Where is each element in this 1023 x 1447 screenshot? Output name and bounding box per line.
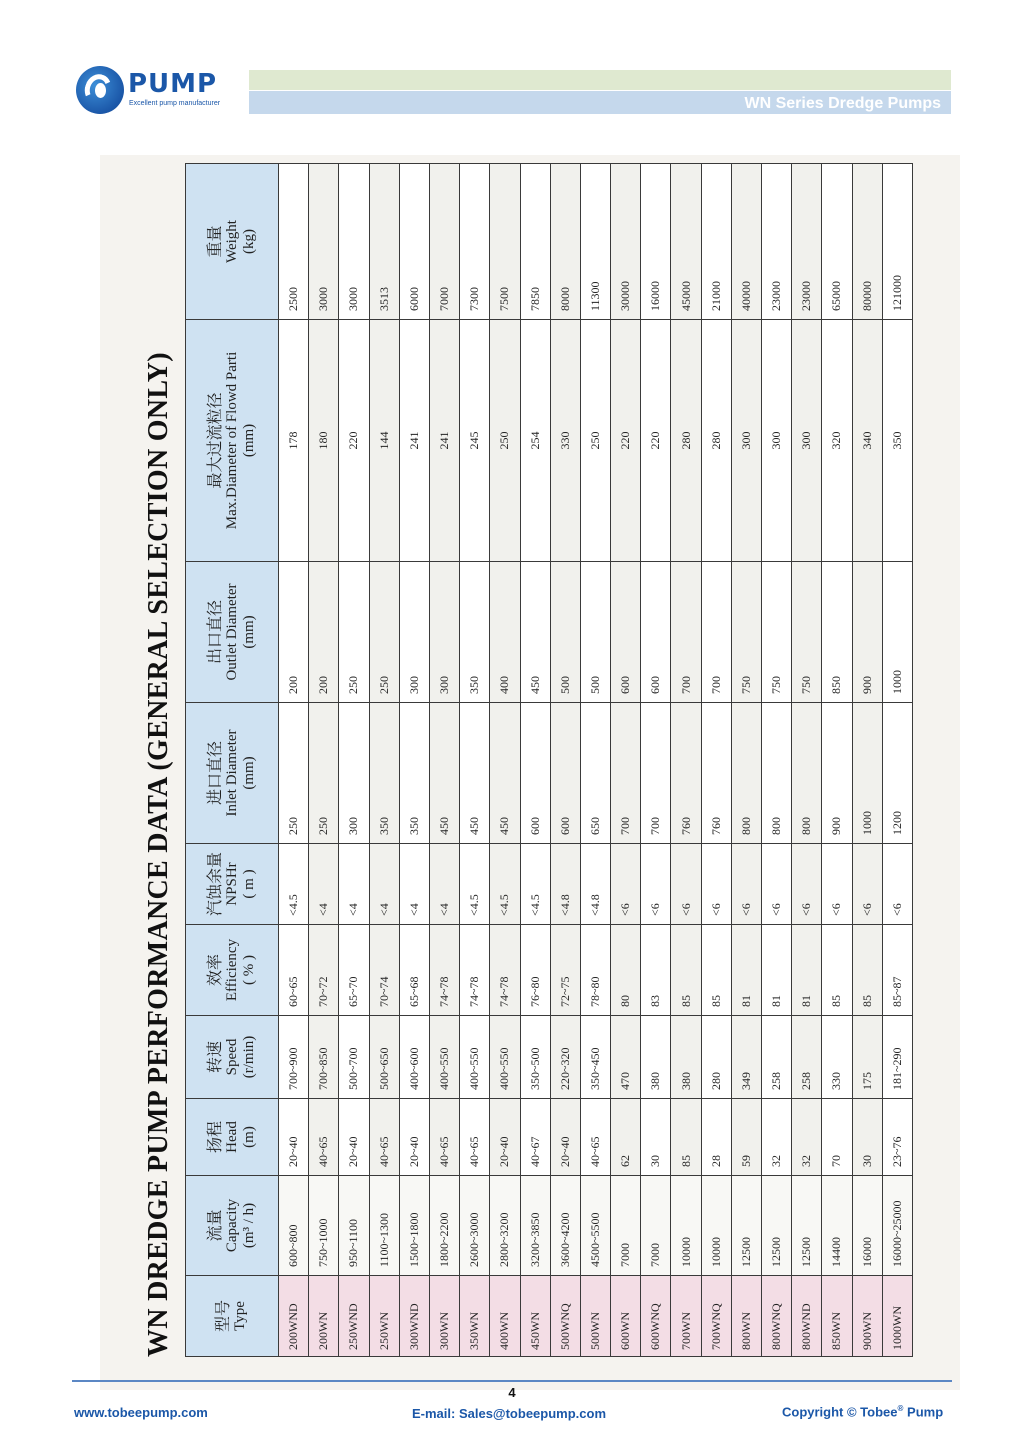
table-cell: 700 bbox=[641, 703, 671, 844]
table-cell: 700 bbox=[701, 562, 731, 703]
table-cell: 23000 bbox=[792, 164, 822, 320]
table-cell: 2800~3200 bbox=[490, 1176, 520, 1276]
table-row bbox=[701, 164, 731, 1357]
table-cell: 40~67 bbox=[520, 1099, 550, 1176]
table-cell: 7850 bbox=[520, 164, 550, 320]
table-cell: 20~40 bbox=[550, 1099, 580, 1176]
table-cell: 80 bbox=[611, 925, 641, 1016]
table-cell: 175 bbox=[852, 1016, 882, 1099]
table-cell: 72~75 bbox=[550, 925, 580, 1016]
table-row bbox=[339, 164, 369, 1357]
column-header-zh: 扬程 bbox=[206, 1121, 224, 1154]
table-cell: 250 bbox=[279, 703, 309, 844]
table-cell: 40~65 bbox=[580, 1099, 610, 1176]
table-cell: 800 bbox=[762, 703, 792, 844]
table-cell: <4.8 bbox=[550, 844, 580, 925]
table-cell: <4.5 bbox=[490, 844, 520, 925]
table-cell: <4.8 bbox=[580, 844, 610, 925]
table-cell: 500~650 bbox=[369, 1016, 399, 1099]
table-cell: 330 bbox=[550, 320, 580, 562]
table-cell: 20~40 bbox=[490, 1099, 520, 1176]
table-cell: 350 bbox=[460, 562, 490, 703]
table-row bbox=[369, 164, 399, 1357]
table-cell: 40~65 bbox=[309, 1099, 339, 1176]
table-cell: 20~40 bbox=[399, 1099, 429, 1176]
table-cell: 800 bbox=[731, 703, 761, 844]
table-cell: 241 bbox=[399, 320, 429, 562]
table-cell: 500 bbox=[580, 562, 610, 703]
column-header bbox=[186, 703, 279, 844]
table-cell: 40000 bbox=[731, 164, 761, 320]
table-cell: 280 bbox=[701, 1016, 731, 1099]
table-cell: 380 bbox=[641, 1016, 671, 1099]
column-header-zh: 流量 bbox=[206, 1209, 224, 1242]
column-header-en: Speed bbox=[223, 1038, 240, 1076]
table-cell: 74~78 bbox=[460, 925, 490, 1016]
table-row bbox=[611, 164, 641, 1357]
table-cell: 850 bbox=[822, 562, 852, 703]
column-header-en: NPSHr bbox=[223, 862, 240, 906]
header-band-green bbox=[249, 70, 951, 90]
table-row bbox=[882, 164, 912, 1357]
table-cell: 7000 bbox=[641, 1176, 671, 1276]
copyright-text: Copyright © Tobee® Pump bbox=[782, 1404, 944, 1420]
column-header-unit: (kg) bbox=[240, 229, 257, 254]
table-cell: 330 bbox=[822, 1016, 852, 1099]
column-header-en: Weight bbox=[223, 220, 240, 263]
table-cell: 700 bbox=[671, 562, 701, 703]
table-cell: <4 bbox=[429, 844, 459, 925]
table-cell: 245 bbox=[460, 320, 490, 562]
column-header bbox=[186, 844, 279, 925]
table-cell: 280 bbox=[701, 320, 731, 562]
table-cell: 81 bbox=[731, 925, 761, 1016]
table-cell: 280 bbox=[671, 320, 701, 562]
table-cell: 300 bbox=[792, 320, 822, 562]
table-row bbox=[641, 164, 671, 1357]
column-header-zh: 效率 bbox=[206, 954, 224, 987]
column-header bbox=[186, 320, 279, 562]
column-header bbox=[186, 1276, 279, 1357]
table-cell: 241 bbox=[429, 320, 459, 562]
table-row bbox=[399, 164, 429, 1357]
model-type-cell: 600WNQ bbox=[641, 1276, 671, 1357]
table-cell: 700~850 bbox=[309, 1016, 339, 1099]
table-cell: 400~550 bbox=[490, 1016, 520, 1099]
table-cell: 12500 bbox=[792, 1176, 822, 1276]
table-cell: 23~76 bbox=[882, 1099, 912, 1176]
table-cell: 258 bbox=[762, 1016, 792, 1099]
table-cell: 258 bbox=[792, 1016, 822, 1099]
table-cell: 300 bbox=[762, 320, 792, 562]
table-cell: 20~40 bbox=[339, 1099, 369, 1176]
table-row bbox=[520, 164, 550, 1357]
table-cell: <6 bbox=[852, 844, 882, 925]
logo-tagline: Excellent pump manufacturer bbox=[129, 100, 221, 107]
table-cell: 600 bbox=[641, 562, 671, 703]
table-cell: 900 bbox=[852, 562, 882, 703]
table-cell: 450 bbox=[490, 703, 520, 844]
column-header-unit: (mm) bbox=[240, 423, 257, 458]
email-link[interactable]: E-mail: Sales@tobeepump.com bbox=[412, 1406, 606, 1421]
table-cell: 254 bbox=[520, 320, 550, 562]
table-cell: 470 bbox=[611, 1016, 641, 1099]
table-cell: <6 bbox=[641, 844, 671, 925]
column-header-zh: 重量 bbox=[206, 225, 224, 258]
table-cell: 20~40 bbox=[279, 1099, 309, 1176]
column-header bbox=[186, 1016, 279, 1099]
table-cell: <4 bbox=[399, 844, 429, 925]
table-row bbox=[792, 164, 822, 1357]
column-header-unit: ( m ) bbox=[240, 869, 257, 899]
column-header-zh: 出口直径 bbox=[206, 600, 224, 665]
column-header-unit: (m) bbox=[240, 1126, 257, 1148]
table-cell: 450 bbox=[429, 703, 459, 844]
table-cell: <4 bbox=[369, 844, 399, 925]
rotated-performance-sheet bbox=[133, 164, 910, 1357]
table-body bbox=[279, 164, 913, 1357]
model-type-cell: 200WND bbox=[279, 1276, 309, 1357]
table-cell: <4 bbox=[309, 844, 339, 925]
table-cell: 65000 bbox=[822, 164, 852, 320]
table-cell: 181~290 bbox=[882, 1016, 912, 1099]
table-row bbox=[852, 164, 882, 1357]
table-cell: <4.5 bbox=[460, 844, 490, 925]
table-cell: 21000 bbox=[701, 164, 731, 320]
table-cell: 1100~1300 bbox=[369, 1176, 399, 1276]
table-cell: 900 bbox=[822, 703, 852, 844]
table-cell: 250 bbox=[490, 320, 520, 562]
table-cell: 3000 bbox=[309, 164, 339, 320]
table-cell: 1500~1800 bbox=[399, 1176, 429, 1276]
table-cell: 1800~2200 bbox=[429, 1176, 459, 1276]
table-cell: 380 bbox=[671, 1016, 701, 1099]
table-cell: 350 bbox=[882, 320, 912, 562]
model-type-cell: 500WN bbox=[580, 1276, 610, 1357]
table-cell: 650 bbox=[580, 703, 610, 844]
table-cell: 300 bbox=[731, 320, 761, 562]
model-type-cell: 600WN bbox=[611, 1276, 641, 1357]
table-cell: 340 bbox=[852, 320, 882, 562]
table-cell: 65~70 bbox=[339, 925, 369, 1016]
table-cell: 8000 bbox=[550, 164, 580, 320]
table-cell: <6 bbox=[792, 844, 822, 925]
table-cell: 85 bbox=[822, 925, 852, 1016]
table-cell: 220~320 bbox=[550, 1016, 580, 1099]
logo-wordmark: PUMP bbox=[128, 69, 218, 99]
table-cell: 450 bbox=[520, 562, 550, 703]
table-cell: 760 bbox=[701, 703, 731, 844]
table-cell: 78~80 bbox=[580, 925, 610, 1016]
table-cell: 40~65 bbox=[460, 1099, 490, 1176]
table-cell: <6 bbox=[762, 844, 792, 925]
column-header-en: Outlet Diameter bbox=[223, 583, 240, 681]
table-cell: 32 bbox=[792, 1099, 822, 1176]
model-type-cell: 800WNQ bbox=[762, 1276, 792, 1357]
table-cell: 85 bbox=[852, 925, 882, 1016]
column-header bbox=[186, 562, 279, 703]
model-type-cell: 850WN bbox=[822, 1276, 852, 1357]
table-row bbox=[460, 164, 490, 1357]
table-cell: 14400 bbox=[822, 1176, 852, 1276]
table-cell: 800 bbox=[792, 703, 822, 844]
series-banner: WN Series Dredge Pumps bbox=[249, 91, 951, 114]
company-logo bbox=[76, 66, 248, 116]
column-header-zh: 转速 bbox=[206, 1041, 224, 1074]
model-type-cell: 350WN bbox=[460, 1276, 490, 1357]
table-cell: <6 bbox=[731, 844, 761, 925]
table-cell: 83 bbox=[641, 925, 671, 1016]
table-cell: 85 bbox=[671, 925, 701, 1016]
table-cell: 7300 bbox=[460, 164, 490, 320]
table-cell: 45000 bbox=[671, 164, 701, 320]
table-cell: 3513 bbox=[369, 164, 399, 320]
table-cell: 12500 bbox=[731, 1176, 761, 1276]
table-cell: 80000 bbox=[852, 164, 882, 320]
table-cell: 250 bbox=[580, 320, 610, 562]
table-cell: 250 bbox=[309, 703, 339, 844]
table-cell: 30 bbox=[641, 1099, 671, 1176]
table-cell: <4.5 bbox=[520, 844, 550, 925]
table-cell: 400~550 bbox=[429, 1016, 459, 1099]
model-type-cell: 200WN bbox=[309, 1276, 339, 1357]
table-cell: <4 bbox=[339, 844, 369, 925]
table-row bbox=[580, 164, 610, 1357]
performance-table bbox=[185, 163, 913, 1357]
table-cell: 700 bbox=[611, 703, 641, 844]
table-cell: 7000 bbox=[611, 1176, 641, 1276]
website-link[interactable]: www.tobeepump.com bbox=[74, 1405, 208, 1420]
table-cell: 70~72 bbox=[309, 925, 339, 1016]
table-cell: 16000 bbox=[852, 1176, 882, 1276]
table-cell: 10000 bbox=[671, 1176, 701, 1276]
table-cell: 85 bbox=[671, 1099, 701, 1176]
column-header-en: Type bbox=[232, 1301, 248, 1331]
table-cell: <4.5 bbox=[279, 844, 309, 925]
table-cell: 350 bbox=[369, 703, 399, 844]
table-cell: 85 bbox=[701, 925, 731, 1016]
model-type-cell: 300WN bbox=[429, 1276, 459, 1357]
table-cell: 30000 bbox=[611, 164, 641, 320]
column-header bbox=[186, 164, 279, 320]
table-cell: 2500 bbox=[279, 164, 309, 320]
table-cell: 180 bbox=[309, 320, 339, 562]
table-cell: 300 bbox=[429, 562, 459, 703]
table-row bbox=[762, 164, 792, 1357]
table-cell: <6 bbox=[701, 844, 731, 925]
table-cell: 81 bbox=[762, 925, 792, 1016]
table-cell: 3000 bbox=[339, 164, 369, 320]
table-cell: 1000 bbox=[882, 562, 912, 703]
table-cell: 300 bbox=[339, 703, 369, 844]
column-header bbox=[186, 1176, 279, 1276]
table-cell: 40~65 bbox=[429, 1099, 459, 1176]
table-cell: <6 bbox=[822, 844, 852, 925]
table-row bbox=[429, 164, 459, 1357]
table-cell: 178 bbox=[279, 320, 309, 562]
model-type-cell: 700WN bbox=[671, 1276, 701, 1357]
table-row bbox=[822, 164, 852, 1357]
table-cell: 60~65 bbox=[279, 925, 309, 1016]
page-title: WN DREDGE PUMP PERFORMANCE DATA (GENERAL SELECTION ONLY) bbox=[143, 352, 174, 1357]
model-type-cell: 450WN bbox=[520, 1276, 550, 1357]
table-cell: 400~600 bbox=[399, 1016, 429, 1099]
table-cell: 70~74 bbox=[369, 925, 399, 1016]
table-row bbox=[309, 164, 339, 1357]
column-header-en: Capacity bbox=[223, 1198, 240, 1253]
table-cell: 74~78 bbox=[490, 925, 520, 1016]
column-header bbox=[186, 925, 279, 1016]
table-cell: 600 bbox=[611, 562, 641, 703]
table-cell: 400~550 bbox=[460, 1016, 490, 1099]
table-cell: 81 bbox=[792, 925, 822, 1016]
table-cell: 750 bbox=[731, 562, 761, 703]
table-cell: 70 bbox=[822, 1099, 852, 1176]
table-cell: 144 bbox=[369, 320, 399, 562]
table-cell: 16000~25000 bbox=[882, 1176, 912, 1276]
table-cell: 220 bbox=[339, 320, 369, 562]
table-cell: <6 bbox=[611, 844, 641, 925]
table-cell: 250 bbox=[369, 562, 399, 703]
table-row bbox=[550, 164, 580, 1357]
table-cell: 250 bbox=[339, 562, 369, 703]
table-cell: 1200 bbox=[882, 703, 912, 844]
table-cell: 7000 bbox=[429, 164, 459, 320]
table-cell: 349 bbox=[731, 1016, 761, 1099]
table-cell: 16000 bbox=[641, 164, 671, 320]
table-cell: 700~900 bbox=[279, 1016, 309, 1099]
column-header-unit: (r/min) bbox=[240, 1035, 257, 1079]
column-header-zh: 型号 bbox=[215, 1300, 232, 1333]
model-type-cell: 400WN bbox=[490, 1276, 520, 1357]
table-cell: <6 bbox=[882, 844, 912, 925]
column-header bbox=[186, 1099, 279, 1176]
column-header-en: Head bbox=[223, 1121, 240, 1153]
table-cell: 320 bbox=[822, 320, 852, 562]
table-cell: 220 bbox=[611, 320, 641, 562]
model-type-cell: 250WND bbox=[339, 1276, 369, 1357]
table-cell: 10000 bbox=[701, 1176, 731, 1276]
column-header-unit: (mm) bbox=[240, 615, 257, 649]
logo-swirl-icon bbox=[76, 66, 124, 114]
column-header-zh: 汽蚀余量 bbox=[206, 852, 224, 917]
table-cell: 3200~3850 bbox=[520, 1176, 550, 1276]
table-cell: 760 bbox=[671, 703, 701, 844]
table-cell: 23000 bbox=[762, 164, 792, 320]
table-cell: 85~87 bbox=[882, 925, 912, 1016]
table-row bbox=[490, 164, 520, 1357]
table-cell: <6 bbox=[671, 844, 701, 925]
table-cell: 350~500 bbox=[520, 1016, 550, 1099]
table-cell: 59 bbox=[731, 1099, 761, 1176]
column-header-unit: (m³ / h) bbox=[240, 1202, 257, 1249]
table-cell: 62 bbox=[611, 1099, 641, 1176]
model-type-cell: 300WND bbox=[399, 1276, 429, 1357]
table-cell: 200 bbox=[309, 562, 339, 703]
table-row bbox=[279, 164, 309, 1357]
model-type-cell: 800WND bbox=[792, 1276, 822, 1357]
model-type-cell: 900WN bbox=[852, 1276, 882, 1357]
table-cell: 200 bbox=[279, 562, 309, 703]
table-cell: 76~80 bbox=[520, 925, 550, 1016]
table-cell: 500 bbox=[550, 562, 580, 703]
table-cell: 350 bbox=[399, 703, 429, 844]
column-header-zh: 最大过流粒径 bbox=[206, 392, 224, 489]
model-type-cell: 500WNQ bbox=[550, 1276, 580, 1357]
column-header-en: Inlet Diameter bbox=[223, 729, 240, 817]
column-header-zh: 进口直径 bbox=[206, 741, 224, 806]
table-cell: 500~700 bbox=[339, 1016, 369, 1099]
column-header-unit: ( % ) bbox=[240, 955, 257, 985]
table-cell: 600~800 bbox=[279, 1176, 309, 1276]
table-cell: 300 bbox=[399, 562, 429, 703]
model-type-cell: 800WN bbox=[731, 1276, 761, 1357]
table-cell: 450 bbox=[460, 703, 490, 844]
table-cell: 750 bbox=[762, 562, 792, 703]
table-cell: 400 bbox=[490, 562, 520, 703]
table-cell: 220 bbox=[641, 320, 671, 562]
table-cell: 950~1100 bbox=[339, 1176, 369, 1276]
table-cell: 750~1000 bbox=[309, 1176, 339, 1276]
table-row bbox=[671, 164, 701, 1357]
table-cell: 2600~3000 bbox=[460, 1176, 490, 1276]
table-cell: 4500~5500 bbox=[580, 1176, 610, 1276]
table-cell: 121000 bbox=[882, 164, 912, 320]
table-cell: 40~65 bbox=[369, 1099, 399, 1176]
column-header-en: Efficiency bbox=[223, 938, 240, 1002]
table-cell: 350~450 bbox=[580, 1016, 610, 1099]
table-cell: 30 bbox=[852, 1099, 882, 1176]
table-cell: 11300 bbox=[580, 164, 610, 320]
model-type-cell: 700WNQ bbox=[701, 1276, 731, 1357]
table-cell: 600 bbox=[520, 703, 550, 844]
table-cell: 7500 bbox=[490, 164, 520, 320]
table-cell: 28 bbox=[701, 1099, 731, 1176]
table-cell: 750 bbox=[792, 562, 822, 703]
page-number: 4 bbox=[508, 1385, 516, 1400]
column-header-en: Max.Diameter of Flowd Parti bbox=[223, 351, 240, 530]
column-header-unit: (mm) bbox=[240, 756, 257, 790]
table-cell: 600 bbox=[550, 703, 580, 844]
table-cell: 12500 bbox=[762, 1176, 792, 1276]
footer-divider bbox=[72, 1380, 952, 1382]
table-cell: 6000 bbox=[399, 164, 429, 320]
table-cell: 32 bbox=[762, 1099, 792, 1176]
table-cell: 65~68 bbox=[399, 925, 429, 1016]
model-type-cell: 250WN bbox=[369, 1276, 399, 1357]
table-cell: 1000 bbox=[852, 703, 882, 844]
table-header-row bbox=[186, 164, 279, 1357]
table-cell: 74~78 bbox=[429, 925, 459, 1016]
table-cell: 3600~4200 bbox=[550, 1176, 580, 1276]
table-row bbox=[731, 164, 761, 1357]
model-type-cell: 1000WN bbox=[882, 1276, 912, 1357]
